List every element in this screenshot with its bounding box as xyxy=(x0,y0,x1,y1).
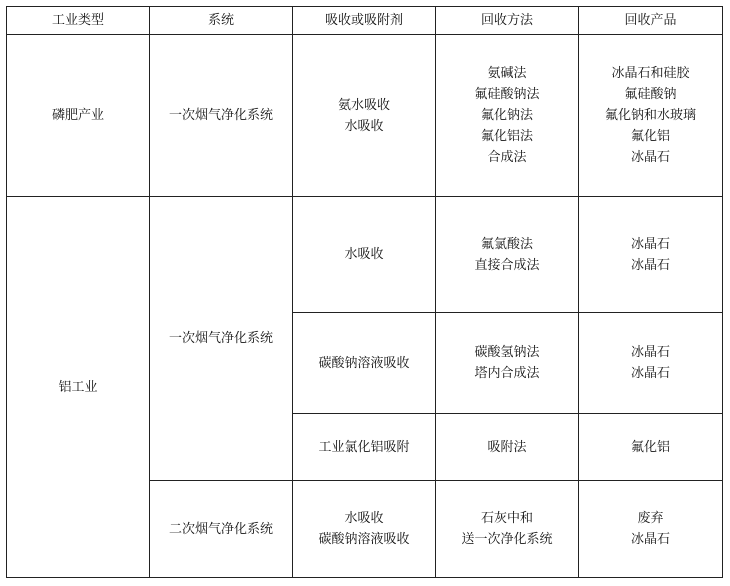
product-cell xyxy=(579,197,723,313)
cell-line: 碳酸氢钠法 xyxy=(474,345,540,360)
industry-cell: 铝工业 xyxy=(7,197,150,578)
table-row xyxy=(7,197,723,313)
product-cell xyxy=(579,313,723,414)
cell-line: 氟化铝 xyxy=(630,439,670,455)
cell-line: 冰晶石 xyxy=(630,150,670,165)
cell-line: 冰晶石 xyxy=(630,345,670,360)
cell-line: 氟化钠和水玻璃 xyxy=(604,108,696,123)
cell-line: 氟硅酸钠法 xyxy=(474,87,540,102)
cell-line: 氨碱法 xyxy=(487,66,527,81)
cell-line: 碳酸钠溶液吸收 xyxy=(318,355,410,371)
cell-line: 塔内合成法 xyxy=(474,366,540,381)
cell-line: 合成法 xyxy=(487,150,527,165)
cell-line: 水吸收 xyxy=(344,247,384,262)
system-cell: 二次烟气净化系统 xyxy=(150,481,293,578)
cell-line: 氨水吸收 xyxy=(337,97,390,113)
cell-line: 冰晶石 xyxy=(630,366,670,381)
cell-line: 冰晶石和硅胶 xyxy=(611,66,690,81)
header-row xyxy=(7,7,723,35)
header-absorbent: 吸收或吸附剂 xyxy=(293,7,436,35)
absorbent-cell xyxy=(293,197,436,313)
absorbent-cell xyxy=(293,414,436,481)
cell-line: 直接合成法 xyxy=(474,257,540,273)
cell-line: 水吸收 xyxy=(344,511,384,526)
method-cell xyxy=(436,414,579,481)
cell-line: 碳酸钠溶液吸收 xyxy=(318,532,410,547)
product-cell xyxy=(579,35,723,197)
industry-cell: 磷肥产业 xyxy=(7,35,150,197)
cell-line: 氟硅酸钠 xyxy=(624,87,677,102)
absorbent-cell xyxy=(293,481,436,578)
method-cell xyxy=(436,481,579,578)
cell-line: 水吸收 xyxy=(344,118,384,134)
absorbent-cell xyxy=(293,35,436,197)
header-industry-type: 工业类型 xyxy=(7,7,150,35)
cell-line: 氟化铝 xyxy=(630,129,670,144)
product-cell xyxy=(579,481,723,578)
method-cell xyxy=(436,313,579,414)
cell-line: 冰晶石 xyxy=(630,257,670,273)
cell-line: 氟氯酸法 xyxy=(480,236,533,252)
cell-line: 氟化钠法 xyxy=(480,108,533,123)
cell-line: 送一次净化系统 xyxy=(461,532,553,547)
method-cell xyxy=(436,35,579,197)
cell-line: 冰晶石 xyxy=(630,532,670,547)
cell-line: 吸附法 xyxy=(487,439,527,455)
header-recovery-method: 回收方法 xyxy=(436,7,579,35)
table-row xyxy=(7,35,723,197)
header-system: 系统 xyxy=(150,7,293,35)
header-recovery-product: 回收产品 xyxy=(579,7,723,35)
method-cell xyxy=(436,197,579,313)
recovery-table xyxy=(6,6,723,578)
absorbent-cell xyxy=(293,313,436,414)
cell-line: 氟化铝法 xyxy=(480,129,533,144)
system-cell: 一次烟气净化系统 xyxy=(150,35,293,197)
cell-line: 工业氯化铝吸附 xyxy=(318,439,410,455)
cell-line: 废弃 xyxy=(637,511,664,526)
system-cell: 一次烟气净化系统 xyxy=(150,197,293,481)
product-cell xyxy=(579,414,723,481)
cell-line: 冰晶石 xyxy=(630,236,670,252)
cell-line: 石灰中和 xyxy=(480,511,533,526)
